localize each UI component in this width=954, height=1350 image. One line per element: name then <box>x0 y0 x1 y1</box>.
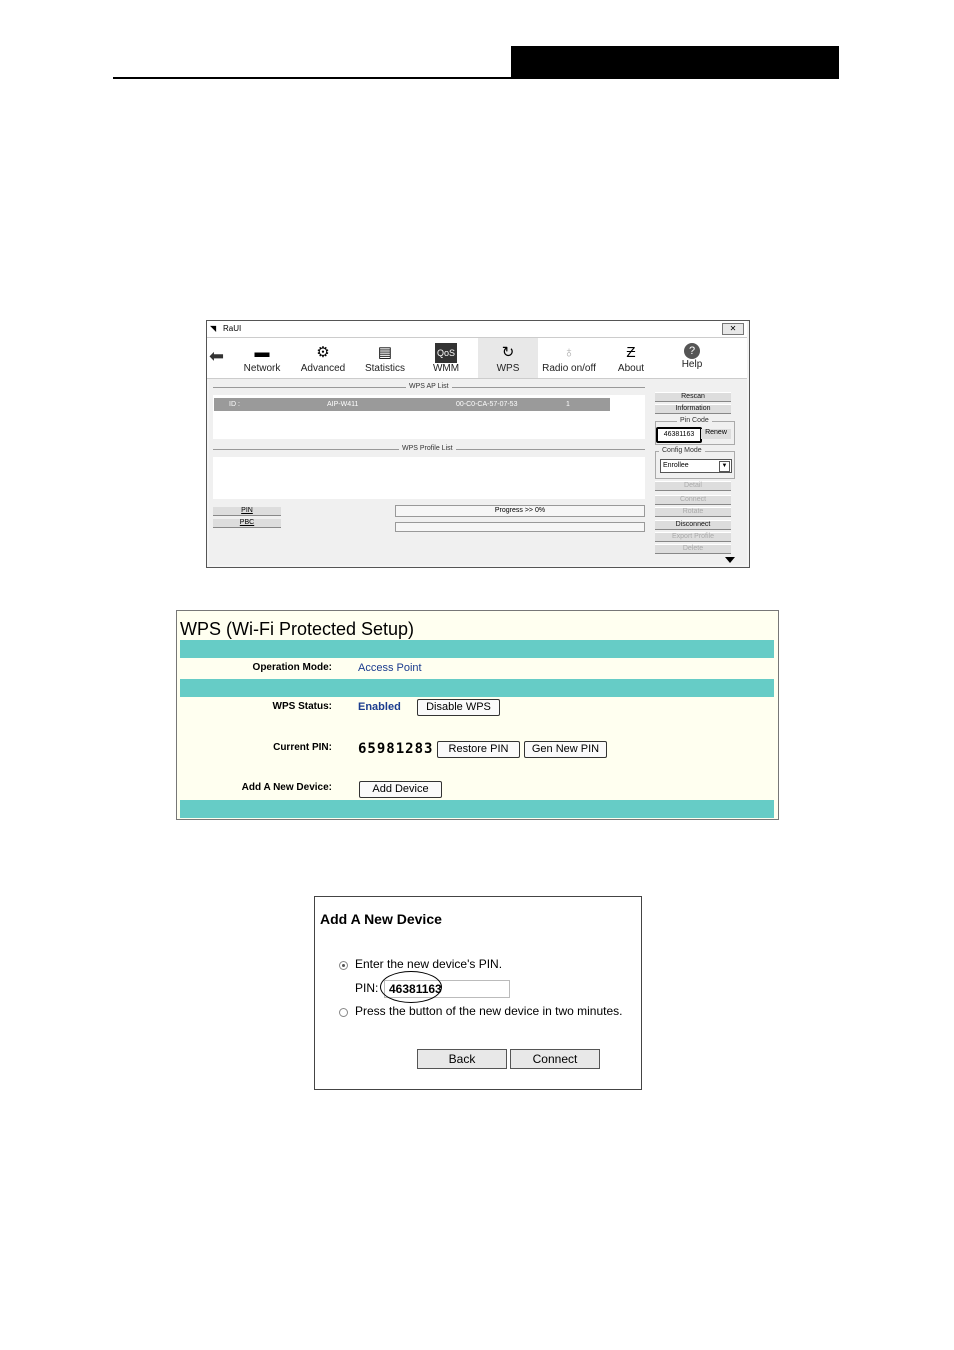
wps-panel <box>176 610 779 820</box>
add-device-label: Add A New Device: <box>241 782 332 793</box>
radio-enter-pin[interactable] <box>339 961 348 970</box>
tab-wmm-label: WMM <box>432 363 460 374</box>
about-icon: Ƶ <box>626 344 636 361</box>
disable-wps-button[interactable]: Disable WPS <box>417 699 500 716</box>
gen-new-pin-button[interactable]: Gen New PIN <box>524 741 607 758</box>
raui-window <box>206 320 750 568</box>
tab-statistics[interactable] <box>355 338 415 378</box>
close-button[interactable]: ✕ <box>722 323 744 335</box>
teal-band <box>180 800 774 818</box>
ap-ssid: AIP-W411 <box>327 401 359 408</box>
teal-band <box>180 640 774 658</box>
config-mode-value: Enrollee <box>663 462 689 469</box>
pin-label: PIN: <box>355 981 379 995</box>
profile-list-header: WPS Profile List <box>399 445 456 452</box>
tab-statistics-label: Statistics <box>364 363 405 374</box>
profile-list[interactable] <box>213 457 645 499</box>
header-block <box>511 46 839 79</box>
tab-radio-label: Radio on/off <box>542 363 596 374</box>
ap-channel: 1 <box>566 401 570 408</box>
app-icon: ◥ <box>210 324 217 333</box>
add-device-button[interactable]: Add Device <box>359 781 442 798</box>
tab-about-label: About <box>617 363 645 374</box>
tab-wmm[interactable] <box>416 338 476 378</box>
option-push-button-label: Press the button of the new device in two minutes. <box>355 1004 623 1018</box>
disconnect-button[interactable]: Disconnect <box>655 520 731 530</box>
current-pin-value: 65981283 <box>358 741 434 757</box>
back-arrow-icon[interactable]: ⬅ <box>209 346 225 366</box>
operation-mode-value: Access Point <box>358 662 422 674</box>
wps-icon: ↻ <box>501 344 515 361</box>
option-enter-pin-label: Enter the new device's PIN. <box>355 957 503 971</box>
header-rule <box>113 77 839 79</box>
config-mode-label: Config Mode <box>659 447 705 454</box>
tab-radio[interactable] <box>539 338 599 378</box>
tab-wps-label: WPS <box>496 363 520 374</box>
tab-help[interactable] <box>662 338 722 378</box>
delete-button[interactable]: Delete <box>655 544 731 554</box>
tab-about[interactable] <box>601 338 661 378</box>
wmm-icon: QoS <box>435 343 457 363</box>
rotate-button[interactable]: Rotate <box>655 507 731 517</box>
raui-title: RaUI <box>223 324 242 333</box>
router-icon: ▬ <box>254 344 270 361</box>
renew-button[interactable]: Renew <box>701 429 731 439</box>
progress-bar-secondary <box>395 522 645 532</box>
tab-advanced[interactable] <box>293 338 353 378</box>
ap-id: ID : <box>229 401 240 408</box>
config-mode-select[interactable] <box>660 459 732 473</box>
wps-status-label: WPS Status: <box>272 701 332 712</box>
tab-network-label: Network <box>243 363 281 374</box>
pin-code-value: 46381163 <box>656 427 702 443</box>
connect-button[interactable]: Connect <box>655 495 731 505</box>
tab-network[interactable] <box>232 338 292 378</box>
radio-icon: ♁ <box>563 344 575 361</box>
information-button[interactable]: Information <box>655 404 731 414</box>
scroll-down-icon[interactable] <box>725 557 735 563</box>
wps-title: WPS (Wi-Fi Protected Setup) <box>180 619 415 639</box>
tab-wps[interactable] <box>478 338 538 378</box>
dialog-title: Add A New Device <box>320 911 442 927</box>
radio-push-button[interactable] <box>339 1008 348 1017</box>
connect-button[interactable]: Connect <box>510 1049 600 1069</box>
raui-toolbar <box>207 338 747 379</box>
raui-titlebar <box>207 321 747 338</box>
pin-button[interactable]: PIN <box>213 507 281 516</box>
pin-highlight-ellipse <box>380 971 442 1003</box>
teal-band <box>180 679 774 697</box>
ap-list-row[interactable] <box>214 398 610 411</box>
restore-pin-button[interactable]: Restore PIN <box>437 741 520 758</box>
wps-status-value: Enabled <box>358 701 401 713</box>
ap-list-header: WPS AP List <box>406 383 452 390</box>
notepad-icon: ▤ <box>377 344 393 361</box>
add-device-dialog <box>314 896 642 1090</box>
progress-bar: Progress >> 0% <box>395 505 645 517</box>
help-icon: ? <box>684 343 700 359</box>
gears-icon: ⚙ <box>316 344 330 361</box>
raui-content <box>209 379 747 565</box>
chevron-down-icon: ▼ <box>719 461 730 472</box>
pin-code-label: Pin Code <box>677 417 712 424</box>
pin-input[interactable]: 46381163 <box>384 980 510 998</box>
tab-help-label: Help <box>681 359 703 370</box>
tab-advanced-label: Advanced <box>300 363 346 374</box>
rescan-button[interactable]: Rescan <box>655 392 731 402</box>
ap-bssid: 00-C0-CA-57-07-53 <box>456 401 518 408</box>
back-button[interactable]: Back <box>417 1049 507 1069</box>
pbc-button[interactable]: PBC <box>213 519 281 528</box>
ap-list[interactable] <box>213 395 645 439</box>
current-pin-label: Current PIN: <box>273 742 332 753</box>
export-profile-button[interactable]: Export Profile <box>655 532 731 542</box>
operation-mode-label: Operation Mode: <box>252 662 332 673</box>
detail-button[interactable]: Detail <box>655 481 731 491</box>
